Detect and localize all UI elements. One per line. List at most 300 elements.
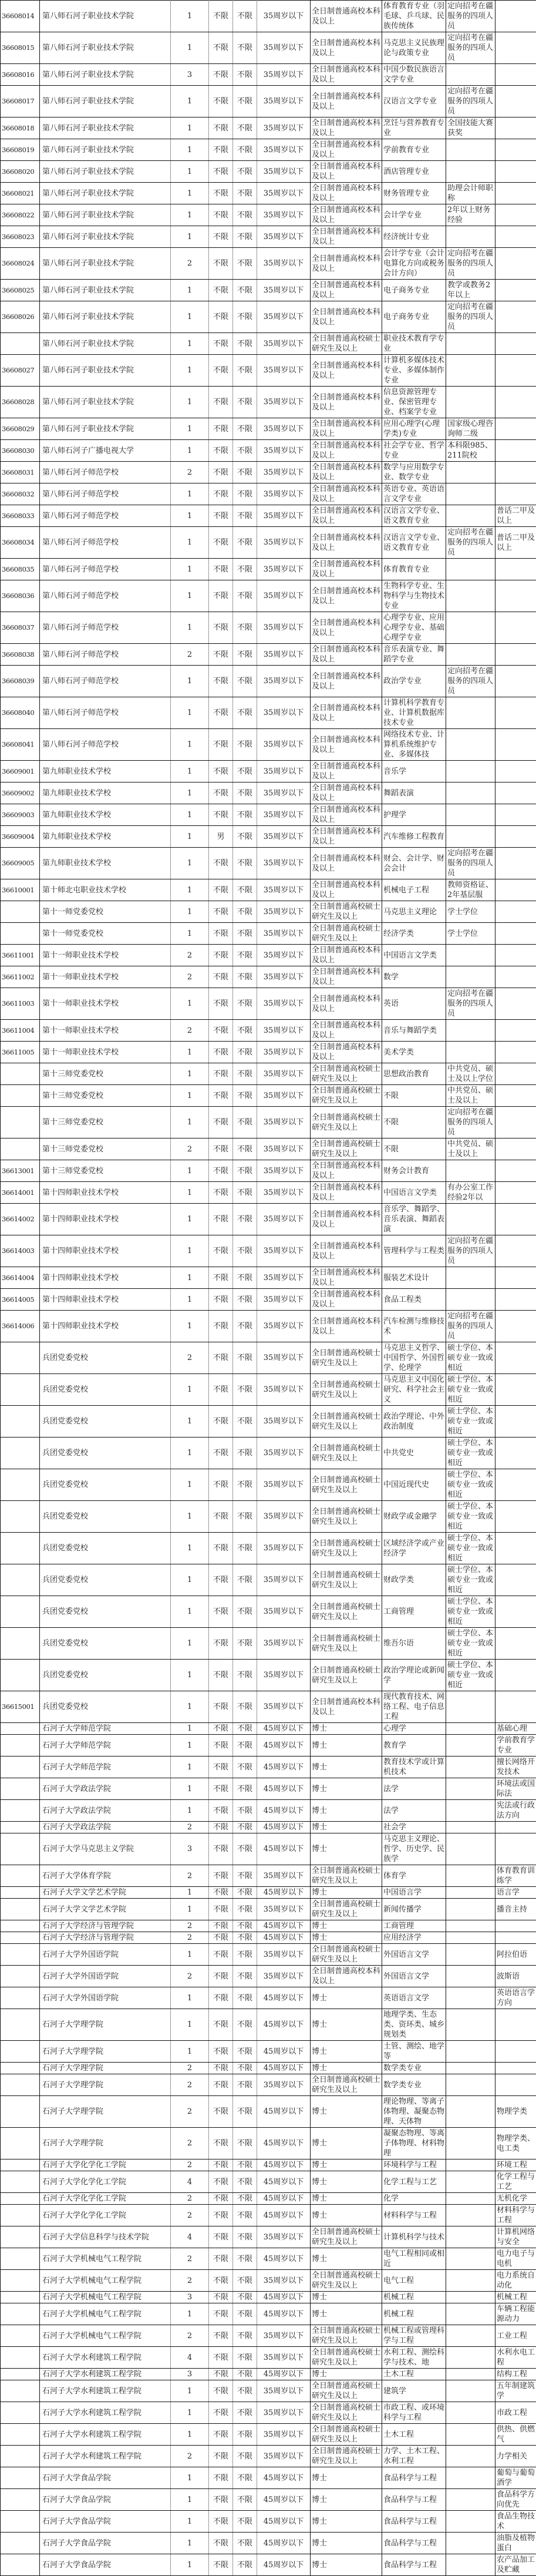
education-cell: 全日制普通高校本科及以上 — [311, 462, 382, 483]
conditions-cell — [446, 2205, 495, 2226]
table-row — [1, 2041, 536, 2063]
hire-count-cell: 3 — [171, 2292, 209, 2303]
position-code-cell — [1, 1107, 40, 1138]
conditions-cell: 硕士学位、本硕专业一致或相近 — [446, 1628, 495, 1660]
table-row — [1, 988, 536, 1020]
table-row — [1, 280, 536, 301]
ethnicity-cell: 不限 — [233, 161, 257, 183]
gender-cell: 不限 — [209, 2159, 233, 2171]
ethnicity-cell: 不限 — [233, 226, 257, 248]
age-limit-cell: 45周岁以下 — [257, 1932, 311, 1944]
ethnicity-cell: 不限 — [233, 2193, 257, 2205]
hire-count-cell: 1 — [171, 440, 209, 462]
age-limit-cell: 35周岁以下 — [257, 1085, 311, 1107]
hire-count-cell: 1 — [171, 612, 209, 644]
education-cell: 博士 — [311, 2063, 382, 2074]
hire-count-cell: 1 — [171, 1063, 209, 1085]
gender-cell: 不限 — [209, 440, 233, 462]
remarks-cell — [495, 1628, 536, 1660]
table-body — [1, 1, 536, 2576]
age-limit-cell: 35周岁以下 — [257, 848, 311, 879]
age-limit-cell: 45周岁以下 — [257, 2171, 311, 2193]
position-code-cell — [1, 1833, 40, 1865]
position-code-cell: 36610001 — [1, 879, 40, 901]
hire-count-cell: 2 — [171, 2159, 209, 2171]
major-cell: 土木工程 — [382, 2369, 446, 2380]
conditions-cell — [446, 782, 495, 804]
employer-name-cell: 石河子大学机械电气工程学院 — [40, 2248, 171, 2270]
conditions-cell — [446, 966, 495, 988]
major-cell: 社会学 — [382, 1822, 446, 1833]
education-cell: 全日制普通高校硕士研究生及以上 — [311, 1063, 382, 1085]
major-cell: 中国语言文学类 — [382, 1182, 446, 1204]
gender-cell: 不限 — [209, 2424, 233, 2446]
ethnicity-cell: 不限 — [233, 1533, 257, 1564]
table-row — [1, 1182, 536, 1204]
education-cell: 全日制普通高校硕士研究生及以上 — [311, 1533, 382, 1564]
conditions-cell — [446, 1756, 495, 1778]
major-cell: 食品科学与工程 — [382, 2511, 446, 2533]
major-cell: 应用经济学 — [382, 1932, 446, 1944]
employer-name-cell: 兵团党委党校 — [40, 1533, 171, 1564]
major-cell: 马克思主义中国化研究、科学社会主义 — [382, 1374, 446, 1406]
age-limit-cell: 45周岁以下 — [257, 2554, 311, 2576]
major-cell: 数学 — [382, 966, 446, 988]
table-row — [1, 1944, 536, 1966]
conditions-cell: 2年以上财务经验 — [446, 204, 495, 226]
ethnicity-cell: 不限 — [233, 1822, 257, 1833]
hire-count-cell: 3 — [171, 64, 209, 86]
remarks-cell — [495, 387, 536, 418]
ethnicity-cell: 不限 — [233, 183, 257, 204]
position-code-cell — [1, 1469, 40, 1501]
age-limit-cell: 45周岁以下 — [257, 2489, 311, 2511]
gender-cell: 不限 — [209, 280, 233, 301]
position-code-cell — [1, 1966, 40, 1987]
age-limit-cell: 35周岁以下 — [257, 161, 311, 183]
conditions-cell — [446, 1289, 495, 1311]
gender-cell: 不限 — [209, 1204, 233, 1235]
ethnicity-cell: 不限 — [233, 1107, 257, 1138]
education-cell: 全日制普通高校本科及以上 — [311, 161, 382, 183]
remarks-cell — [495, 729, 536, 761]
position-code-cell: 36609002 — [1, 782, 40, 804]
position-code-cell: 36609005 — [1, 848, 40, 879]
major-cell: 电子商务专业 — [382, 280, 446, 301]
education-cell: 全日制普通高校硕士研究生及以上 — [311, 2446, 382, 2467]
age-limit-cell: 35周岁以下 — [257, 2402, 311, 2424]
remarks-cell: 擅长网络开发技术 — [495, 1756, 536, 1778]
major-cell: 体育学 — [382, 1865, 446, 1887]
hire-count-cell: 1 — [171, 2533, 209, 2554]
gender-cell: 不限 — [209, 2380, 233, 2402]
hire-count-cell: 1 — [171, 1778, 209, 1800]
ethnicity-cell: 不限 — [233, 1966, 257, 1987]
major-cell: 电气工程相同或相近 — [382, 2248, 446, 2270]
position-code-cell: 36608014 — [1, 1, 40, 32]
ethnicity-cell: 不限 — [233, 1374, 257, 1406]
ethnicity-cell: 不限 — [233, 1778, 257, 1800]
age-limit-cell: 35周岁以下 — [257, 204, 311, 226]
major-cell: 不限 — [382, 1138, 446, 1160]
table-row — [1, 2380, 536, 2402]
position-code-cell: 36608039 — [1, 666, 40, 697]
employer-name-cell: 石河子大学外国语学院 — [40, 1966, 171, 1987]
remarks-cell — [495, 1107, 536, 1138]
remarks-cell — [495, 483, 536, 505]
conditions-cell — [446, 2193, 495, 2205]
position-code-cell — [1, 2369, 40, 2380]
gender-cell: 不限 — [209, 1, 233, 32]
gender-cell: 不限 — [209, 117, 233, 139]
education-cell: 全日制普通高校本科及以上 — [311, 761, 382, 782]
gender-cell: 不限 — [209, 1822, 233, 1833]
ethnicity-cell: 不限 — [233, 418, 257, 440]
employer-name-cell: 石河子大学外国语学院 — [40, 1987, 171, 2009]
conditions-cell: 硕士学位、本硕专业一致或相近 — [446, 1660, 495, 1691]
gender-cell: 不限 — [209, 226, 233, 248]
education-cell: 博士 — [311, 1723, 382, 1735]
major-cell: 财务会计教育 — [382, 1160, 446, 1182]
position-code-cell — [1, 923, 40, 945]
remarks-cell — [495, 901, 536, 923]
position-code-cell — [1, 1063, 40, 1085]
employer-name-cell: 石河子大学政法学院 — [40, 1822, 171, 1833]
major-cell: 酒店管理专业 — [382, 161, 446, 183]
major-cell: 经济学类 — [382, 923, 446, 945]
remarks-cell — [495, 879, 536, 901]
age-limit-cell: 35周岁以下 — [257, 644, 311, 666]
conditions-cell: 硕士学位、本硕专业一致或相近 — [446, 1533, 495, 1564]
remarks-cell — [495, 1374, 536, 1406]
age-limit-cell: 45周岁以下 — [257, 1723, 311, 1735]
employer-name-cell: 兵团党委党校 — [40, 1406, 171, 1438]
gender-cell: 不限 — [209, 1756, 233, 1778]
ethnicity-cell: 不限 — [233, 2554, 257, 2576]
remarks-cell — [495, 117, 536, 139]
hire-count-cell: 1 — [171, 139, 209, 161]
position-code-cell — [1, 2511, 40, 2533]
table-row — [1, 901, 536, 923]
hire-count-cell: 1 — [171, 826, 209, 848]
position-code-cell: 36611005 — [1, 1042, 40, 1063]
ethnicity-cell: 不限 — [233, 2063, 257, 2074]
table-row — [1, 2533, 536, 2554]
employer-name-cell: 兵团党委党校 — [40, 1342, 171, 1374]
position-code-cell — [1, 2063, 40, 2074]
major-cell: 职业技术教育学专业 — [382, 333, 446, 355]
major-cell: 思想政治教育 — [382, 1063, 446, 1085]
employer-name-cell: 第八师石河子师范学校 — [40, 527, 171, 559]
employer-name-cell: 第十一师党委党校 — [40, 923, 171, 945]
major-cell: 马克思主义民族理论与政策专业 — [382, 32, 446, 64]
age-limit-cell: 35周岁以下 — [257, 226, 311, 248]
conditions-cell — [446, 2063, 495, 2074]
employer-name-cell: 第八师石河子师范学校 — [40, 729, 171, 761]
age-limit-cell: 35周岁以下 — [257, 1342, 311, 1374]
major-cell: 食品工程类 — [382, 1289, 446, 1311]
remarks-cell: 农产品加工及贮藏 — [495, 2554, 536, 2576]
education-cell: 博士 — [311, 2041, 382, 2063]
gender-cell: 不限 — [209, 1564, 233, 1596]
employer-name-cell: 第八师石河子职业技术学院 — [40, 1, 171, 32]
hire-count-cell: 2 — [171, 2074, 209, 2096]
position-code-cell — [1, 1778, 40, 1800]
position-code-cell: 36608038 — [1, 644, 40, 666]
position-code-cell: 36608032 — [1, 483, 40, 505]
hire-count-cell: 1 — [171, 1628, 209, 1660]
gender-cell: 不限 — [209, 666, 233, 697]
ethnicity-cell: 不限 — [233, 2511, 257, 2533]
major-cell: 外国语言文学 — [382, 1944, 446, 1966]
remarks-cell: 普话二甲及以上 — [495, 527, 536, 559]
ethnicity-cell: 不限 — [233, 32, 257, 64]
employer-name-cell: 第八师石河子师范学校 — [40, 612, 171, 644]
table-row — [1, 1406, 536, 1438]
hire-count-cell: 1 — [171, 1501, 209, 1533]
position-code-cell — [1, 2205, 40, 2226]
position-code-cell — [1, 2193, 40, 2205]
position-code-cell — [1, 2489, 40, 2511]
conditions-cell — [446, 462, 495, 483]
employer-name-cell: 第九师职业技术学校 — [40, 804, 171, 826]
age-limit-cell: 35周岁以下 — [257, 697, 311, 729]
table-row — [1, 1920, 536, 1932]
age-limit-cell: 45周岁以下 — [257, 1756, 311, 1778]
education-cell: 全日制普通高校本科及以上 — [311, 1966, 382, 1987]
age-limit-cell: 35周岁以下 — [257, 483, 311, 505]
employer-name-cell: 石河子大学外国语学院 — [40, 1944, 171, 1966]
hire-count-cell: 1 — [171, 988, 209, 1020]
position-code-cell — [1, 2380, 40, 2402]
education-cell: 全日制普通高校本科及以上 — [311, 387, 382, 418]
conditions-cell — [446, 2303, 495, 2325]
conditions-cell: 学士学位 — [446, 901, 495, 923]
age-limit-cell: 35周岁以下 — [257, 2347, 311, 2369]
conditions-cell — [446, 161, 495, 183]
table-row — [1, 387, 536, 418]
employer-name-cell: 兵团党委党校 — [40, 1691, 171, 1723]
hire-count-cell: 1 — [171, 2489, 209, 2511]
position-code-cell: 36608019 — [1, 139, 40, 161]
education-cell: 全日制普通高校硕士研究生及以上 — [311, 1628, 382, 1660]
major-cell: 音乐学 — [382, 761, 446, 782]
employer-name-cell: 石河子大学师范学院 — [40, 1735, 171, 1756]
age-limit-cell: 45周岁以下 — [257, 1800, 311, 1822]
remarks-cell: 葡萄与葡萄酒学 — [495, 2467, 536, 2489]
hire-count-cell: 2 — [171, 248, 209, 280]
gender-cell: 不限 — [209, 418, 233, 440]
major-cell: 食品科学与工程 — [382, 2533, 446, 2554]
employer-name-cell: 第八师石河子职业技术学院 — [40, 333, 171, 355]
hire-count-cell: 1 — [171, 387, 209, 418]
gender-cell: 不限 — [209, 1107, 233, 1138]
ethnicity-cell: 不限 — [233, 559, 257, 580]
hire-count-cell: 1 — [171, 117, 209, 139]
age-limit-cell: 45周岁以下 — [257, 1833, 311, 1865]
conditions-cell — [446, 1865, 495, 1887]
table-row — [1, 1267, 536, 1289]
major-cell: 教育学 — [382, 1735, 446, 1756]
major-cell: 英语 — [382, 988, 446, 1020]
education-cell: 全日制普通高校本科及以上 — [311, 226, 382, 248]
employer-name-cell: 第八师石河子职业技术学院 — [40, 248, 171, 280]
table-row — [1, 1800, 536, 1822]
position-code-cell — [1, 2096, 40, 2128]
table-row — [1, 782, 536, 804]
remarks-cell — [495, 1289, 536, 1311]
position-code-cell — [1, 2248, 40, 2270]
gender-cell: 不限 — [209, 1438, 233, 1469]
hire-count-cell: 1 — [171, 1723, 209, 1735]
major-cell: 食品科学与工程 — [382, 2467, 446, 2489]
table-row — [1, 697, 536, 729]
gender-cell: 不限 — [209, 1289, 233, 1311]
education-cell: 全日制普通高校硕士研究生及以上 — [311, 1342, 382, 1374]
table-row — [1, 483, 536, 505]
age-limit-cell: 35周岁以下 — [257, 1628, 311, 1660]
conditions-cell — [446, 2424, 495, 2446]
major-cell: 电气工程 — [382, 2270, 446, 2292]
remarks-cell: 语言学 — [495, 1887, 536, 1899]
employer-name-cell: 石河子大学理学院 — [40, 2009, 171, 2041]
age-limit-cell: 35周岁以下 — [257, 1691, 311, 1723]
table-row — [1, 2270, 536, 2292]
age-limit-cell: 35周岁以下 — [257, 139, 311, 161]
position-code-cell: 36608017 — [1, 86, 40, 117]
remarks-cell: 化学工程与工艺 — [495, 2171, 536, 2193]
major-cell: 数学类专业 — [382, 2063, 446, 2074]
remarks-cell — [495, 1267, 536, 1289]
gender-cell: 不限 — [209, 2226, 233, 2248]
major-cell: 汉语言文学专业、语文教育专业 — [382, 527, 446, 559]
major-cell: 化学工程与工艺 — [382, 2171, 446, 2193]
conditions-cell — [446, 559, 495, 580]
gender-cell: 不限 — [209, 2369, 233, 2380]
gender-cell: 不限 — [209, 1833, 233, 1865]
major-cell: 汽车维修工程教育 — [382, 826, 446, 848]
employer-name-cell: 石河子大学水利建筑工程学院 — [40, 2380, 171, 2402]
table-row — [1, 1160, 536, 1182]
hire-count-cell: 2 — [171, 1020, 209, 1042]
gender-cell: 不限 — [209, 1342, 233, 1374]
conditions-cell: 硕士学位、本硕专业一致或相近 — [446, 1374, 495, 1406]
table-row — [1, 559, 536, 580]
remarks-cell — [495, 2041, 536, 2063]
position-code-cell — [1, 1501, 40, 1533]
major-cell: 政治学专业 — [382, 666, 446, 697]
education-cell: 博士 — [311, 1987, 382, 2009]
employer-name-cell: 第十一师职业技术学校 — [40, 1020, 171, 1042]
remarks-cell — [495, 440, 536, 462]
table-row — [1, 804, 536, 826]
position-code-cell — [1, 2159, 40, 2171]
education-cell: 全日制普通高校硕士研究生及以上 — [311, 923, 382, 945]
hire-count-cell: 1 — [171, 1438, 209, 1469]
employer-name-cell: 第十三师党委党校 — [40, 1107, 171, 1138]
age-limit-cell: 35周岁以下 — [257, 2226, 311, 2248]
hire-count-cell: 1 — [171, 923, 209, 945]
gender-cell: 不限 — [209, 804, 233, 826]
hire-count-cell: 1 — [171, 1691, 209, 1723]
table-row — [1, 923, 536, 945]
employer-name-cell: 石河子大学水利建筑工程学院 — [40, 2347, 171, 2369]
remarks-cell: 播音主持 — [495, 1899, 536, 1920]
remarks-cell — [495, 2009, 536, 2041]
age-limit-cell: 35周岁以下 — [257, 1596, 311, 1628]
ethnicity-cell: 不限 — [233, 1564, 257, 1596]
table-row — [1, 333, 536, 355]
position-code-cell: 36611004 — [1, 1020, 40, 1042]
age-limit-cell: 45周岁以下 — [257, 2128, 311, 2159]
position-code-cell — [1, 2347, 40, 2369]
table-row — [1, 2292, 536, 2303]
major-cell: 心理学 — [382, 1723, 446, 1735]
education-cell: 全日制普通高校本科及以上 — [311, 527, 382, 559]
employer-name-cell: 第九师职业技术学校 — [40, 848, 171, 879]
employer-name-cell: 第十四师职业技术学校 — [40, 1267, 171, 1289]
position-code-cell: 36614001 — [1, 1182, 40, 1204]
employer-name-cell: 第八师石河子职业技术学院 — [40, 86, 171, 117]
remarks-cell — [495, 1932, 536, 1944]
gender-cell: 不限 — [209, 32, 233, 64]
table-row — [1, 139, 536, 161]
ethnicity-cell: 不限 — [233, 1944, 257, 1966]
education-cell: 全日制普通高校本科及以上 — [311, 826, 382, 848]
age-limit-cell: 45周岁以下 — [257, 2303, 311, 2325]
position-code-cell: 36608028 — [1, 387, 40, 418]
conditions-cell: 硕士学位、本硕专业一致或相近 — [446, 1342, 495, 1374]
employer-name-cell: 第八师石河子职业技术学院 — [40, 355, 171, 387]
education-cell: 博士 — [311, 2096, 382, 2128]
major-cell: 生物科学专业、生物科学与生物技术专业 — [382, 580, 446, 612]
table-row — [1, 1899, 536, 1920]
hire-count-cell: 1 — [171, 1374, 209, 1406]
age-limit-cell: 35周岁以下 — [257, 2270, 311, 2292]
position-code-cell: 36608025 — [1, 280, 40, 301]
remarks-cell — [495, 355, 536, 387]
employer-name-cell: 第十一师职业技术学校 — [40, 945, 171, 966]
position-code-cell — [1, 1735, 40, 1756]
remarks-cell — [495, 301, 536, 333]
ethnicity-cell: 不限 — [233, 804, 257, 826]
gender-cell: 不限 — [209, 1920, 233, 1932]
employer-name-cell: 第八师石河子职业技术学院 — [40, 183, 171, 204]
position-code-cell: 36608031 — [1, 462, 40, 483]
ethnicity-cell: 不限 — [233, 2533, 257, 2554]
ethnicity-cell: 不限 — [233, 2489, 257, 2511]
gender-cell: 不限 — [209, 204, 233, 226]
employer-name-cell: 石河子大学机械电气工程学院 — [40, 2292, 171, 2303]
position-code-cell — [1, 2270, 40, 2292]
conditions-cell: 定向招考在疆服务的四项人员 — [446, 848, 495, 879]
gender-cell: 不限 — [209, 1020, 233, 1042]
age-limit-cell: 35周岁以下 — [257, 1438, 311, 1469]
gender-cell: 不限 — [209, 2325, 233, 2347]
conditions-cell — [446, 945, 495, 966]
hire-count-cell: 2 — [171, 2325, 209, 2347]
major-cell: 数学与应用数学专业、数学专业 — [382, 462, 446, 483]
employer-name-cell: 第八师石河子师范学校 — [40, 580, 171, 612]
education-cell: 全日制普通高校本科及以上 — [311, 86, 382, 117]
gender-cell: 不限 — [209, 761, 233, 782]
table-row — [1, 848, 536, 879]
remarks-cell — [495, 826, 536, 848]
gender-cell: 不限 — [209, 2533, 233, 2554]
age-limit-cell: 35周岁以下 — [257, 505, 311, 527]
position-code-cell — [1, 1987, 40, 2009]
position-code-cell — [1, 2446, 40, 2467]
